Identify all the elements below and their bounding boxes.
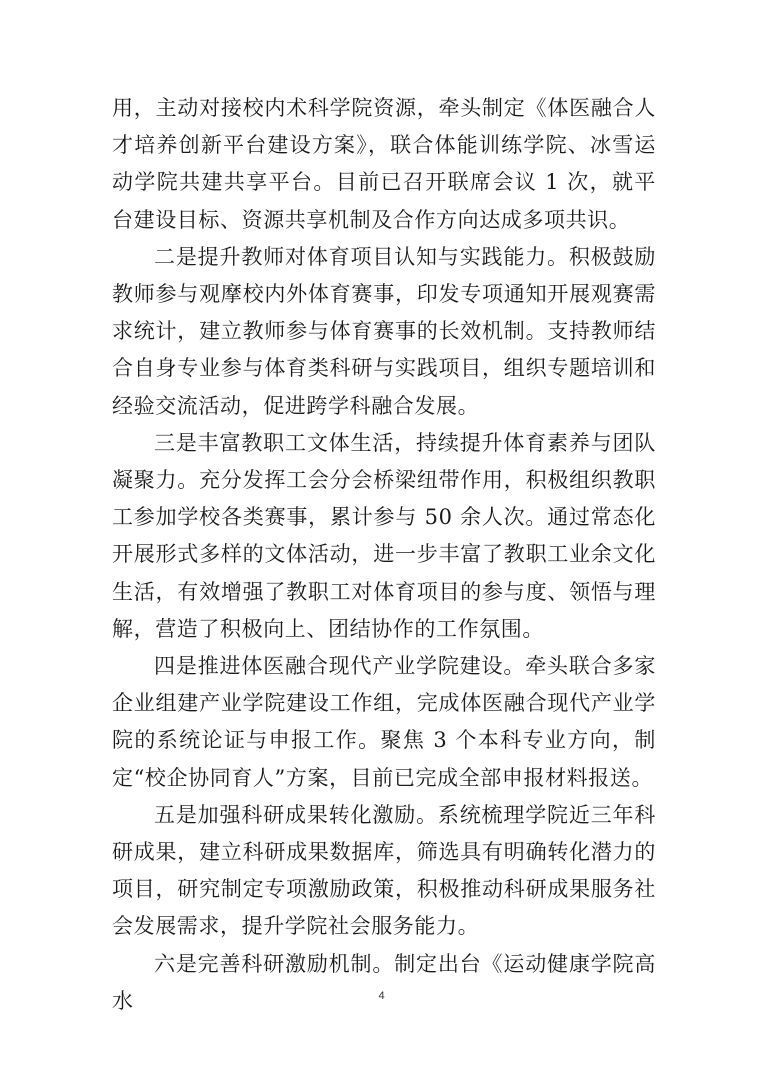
paragraph-research-incentive: 六是完善科研激励机制。制定出台《运动健康学院高水: [112, 951, 656, 1013]
document-body: [112, 90, 656, 1020]
paragraph-teacher-practice: 二是提升教师对体育项目认知与实践能力。积极鼓励教师参与观摩校内外体育赛事，印发专项通知开展观赛需求统计，建立教师参与体育赛事的长效机制。支持教师结合自身专业参与体育类科研与实践项目，组织专题培训和经验交流活动，促进跨学科融合发展。: [112, 244, 656, 418]
page-number: 4: [378, 990, 385, 1002]
paragraph-research-transfer: 五是加强科研成果转化激励。系统梳理学院近三年科研成果，建立科研成果数据库，筛选具有明确转化潜力的项目，研究制定专项激励政策，积极推动科研成果服务社会发展需求，提升学院社会服务能力。: [112, 802, 656, 939]
paragraph-industry-college: 四是推进体医融合现代产业学院建设。牵头联合多家企业组建产业学院建设工作组，完成体医融合现代产业学院的系统论证与申报工作。聚焦 3 个本科专业方向，制定“校企协同育人”方案，目前已完成全部申报材料报送。: [112, 654, 656, 790]
paragraph-continuation: 用，主动对接校内术科学院资源，牵头制定《体医融合人才培养创新平台建设方案》，联合体能训练学院、冰雪运动学院共建共享平台。目前已召开联席会议 1 次，就平台建设目标、资源共享机制及合作方向达成多项共识。: [112, 96, 656, 232]
paragraph-staff-culture: 三是丰富教职工文体生活，持续提升体育素养与团队凝聚力。充分发挥工会分会桥梁纽带作用，积极组织教职工参加学校各类赛事，累计参与 50 余人次。通过常态化开展形式多样的文体活动，进一步丰富了教职工业余文化生活，有效增强了教职工对体育项目的参与度、领悟与理解，营造了积极向上、团结协作的工作氛围。: [112, 430, 656, 641]
